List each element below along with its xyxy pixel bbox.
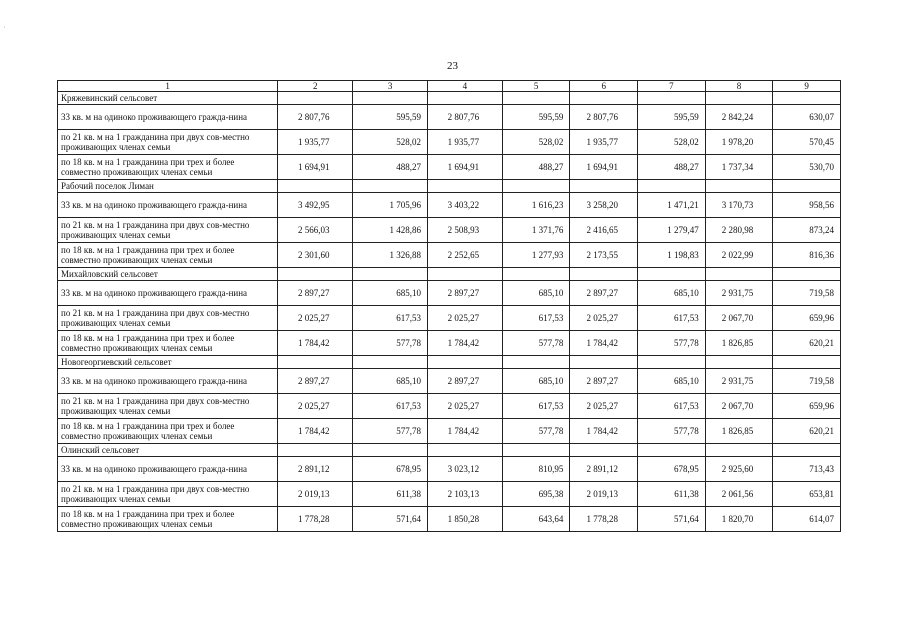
empty-cell bbox=[278, 92, 353, 105]
empty-cell bbox=[773, 356, 841, 369]
table-row bbox=[58, 281, 841, 306]
value-cell: 2 931,75 bbox=[705, 369, 773, 394]
row-label: по 18 кв. м на 1 гражданина при трех и более совместно проживающих членах семьи bbox=[58, 243, 278, 268]
empty-cell bbox=[353, 92, 428, 105]
row-label: 33 кв. м на одиноко проживающего гражда-нина bbox=[58, 193, 278, 218]
value-cell: 577,78 bbox=[353, 331, 428, 356]
value-cell: 1 935,77 bbox=[278, 130, 353, 155]
header-cell: 8 bbox=[705, 81, 773, 92]
header-cell: 2 bbox=[278, 81, 353, 92]
value-cell: 1 820,70 bbox=[705, 507, 773, 532]
value-cell: 685,10 bbox=[353, 369, 428, 394]
value-cell: 611,38 bbox=[638, 482, 706, 507]
value-cell: 2 508,93 bbox=[427, 218, 502, 243]
row-label: по 21 кв. м на 1 гражданина при двух сов-местно проживающих членах семьи bbox=[58, 130, 278, 155]
tariff-table bbox=[57, 80, 841, 532]
empty-cell bbox=[502, 268, 570, 281]
value-cell: 2 897,27 bbox=[427, 369, 502, 394]
row-label: по 21 кв. м на 1 гражданина при двух сов-местно проживающих членах семьи bbox=[58, 218, 278, 243]
empty-cell bbox=[773, 92, 841, 105]
value-cell: 958,56 bbox=[773, 193, 841, 218]
empty-cell bbox=[278, 180, 353, 193]
value-cell: 488,27 bbox=[638, 155, 706, 180]
value-cell: 617,53 bbox=[502, 306, 570, 331]
value-cell: 653,81 bbox=[773, 482, 841, 507]
empty-cell bbox=[427, 268, 502, 281]
value-cell: 617,53 bbox=[353, 394, 428, 419]
value-cell: 2 103,13 bbox=[427, 482, 502, 507]
value-cell: 577,78 bbox=[353, 419, 428, 444]
table-row bbox=[58, 130, 841, 155]
value-cell: 3 023,12 bbox=[427, 457, 502, 482]
group-row bbox=[58, 444, 841, 457]
value-cell: 571,64 bbox=[638, 507, 706, 532]
empty-cell bbox=[427, 444, 502, 457]
value-cell: 2 067,70 bbox=[705, 394, 773, 419]
empty-cell bbox=[353, 180, 428, 193]
value-cell: 1 935,77 bbox=[570, 130, 638, 155]
value-cell: 1 784,42 bbox=[570, 331, 638, 356]
value-cell: 1 784,42 bbox=[427, 331, 502, 356]
header-cell: 1 bbox=[58, 81, 278, 92]
empty-cell bbox=[705, 180, 773, 193]
empty-cell bbox=[502, 356, 570, 369]
value-cell: 570,45 bbox=[773, 130, 841, 155]
value-cell: 2 252,65 bbox=[427, 243, 502, 268]
row-label: 33 кв. м на одиноко проживающего гражда-нина bbox=[58, 281, 278, 306]
header-cell: 4 bbox=[427, 81, 502, 92]
table-row bbox=[58, 243, 841, 268]
value-cell: 617,53 bbox=[502, 394, 570, 419]
corner-mark: ˙ bbox=[3, 25, 6, 34]
value-cell: 530,70 bbox=[773, 155, 841, 180]
value-cell: 1 784,42 bbox=[278, 331, 353, 356]
table-row bbox=[58, 331, 841, 356]
value-cell: 2 807,76 bbox=[427, 105, 502, 130]
table-row bbox=[58, 419, 841, 444]
value-cell: 2 891,12 bbox=[570, 457, 638, 482]
value-cell: 577,78 bbox=[638, 419, 706, 444]
value-cell: 2 025,27 bbox=[570, 306, 638, 331]
value-cell: 2 067,70 bbox=[705, 306, 773, 331]
value-cell: 571,64 bbox=[353, 507, 428, 532]
value-cell: 719,58 bbox=[773, 281, 841, 306]
value-cell: 1 279,47 bbox=[638, 218, 706, 243]
value-cell: 2 280,98 bbox=[705, 218, 773, 243]
header-cell: 3 bbox=[353, 81, 428, 92]
value-cell: 2 897,27 bbox=[427, 281, 502, 306]
table-row bbox=[58, 369, 841, 394]
value-cell: 719,58 bbox=[773, 369, 841, 394]
page-number: 23 bbox=[447, 60, 458, 72]
group-row bbox=[58, 356, 841, 369]
value-cell: 620,21 bbox=[773, 419, 841, 444]
value-cell: 678,95 bbox=[353, 457, 428, 482]
value-cell: 2 897,27 bbox=[278, 369, 353, 394]
table-body bbox=[58, 92, 841, 532]
value-cell: 643,64 bbox=[502, 507, 570, 532]
value-cell: 2 019,13 bbox=[570, 482, 638, 507]
value-cell: 2 931,75 bbox=[705, 281, 773, 306]
value-cell: 528,02 bbox=[638, 130, 706, 155]
table-row bbox=[58, 306, 841, 331]
table-row bbox=[58, 193, 841, 218]
value-cell: 810,95 bbox=[502, 457, 570, 482]
group-name: Михайловский сельсовет bbox=[58, 268, 278, 281]
table-row bbox=[58, 457, 841, 482]
value-cell: 528,02 bbox=[502, 130, 570, 155]
value-cell: 685,10 bbox=[638, 369, 706, 394]
value-cell: 611,38 bbox=[353, 482, 428, 507]
value-cell: 2 301,60 bbox=[278, 243, 353, 268]
empty-cell bbox=[570, 444, 638, 457]
value-cell: 1 428,86 bbox=[353, 218, 428, 243]
value-cell: 617,53 bbox=[638, 394, 706, 419]
empty-cell bbox=[773, 180, 841, 193]
value-cell: 2 897,27 bbox=[570, 369, 638, 394]
empty-cell bbox=[278, 268, 353, 281]
header-row bbox=[58, 81, 841, 92]
value-cell: 1 826,85 bbox=[705, 331, 773, 356]
value-cell: 2 025,27 bbox=[427, 306, 502, 331]
group-name: Кряжевинский сельсовет bbox=[58, 92, 278, 105]
value-cell: 1 850,28 bbox=[427, 507, 502, 532]
value-cell: 2 897,27 bbox=[278, 281, 353, 306]
row-label: по 21 кв. м на 1 гражданина при двух сов-местно проживающих членах семьи bbox=[58, 394, 278, 419]
value-cell: 630,07 bbox=[773, 105, 841, 130]
row-label: по 21 кв. м на 1 гражданина при двух сов-местно проживающих членах семьи bbox=[58, 482, 278, 507]
value-cell: 713,43 bbox=[773, 457, 841, 482]
value-cell: 2 807,76 bbox=[278, 105, 353, 130]
empty-cell bbox=[705, 268, 773, 281]
value-cell: 1 471,21 bbox=[638, 193, 706, 218]
value-cell: 1 935,77 bbox=[427, 130, 502, 155]
value-cell: 2 022,99 bbox=[705, 243, 773, 268]
empty-cell bbox=[278, 356, 353, 369]
empty-cell bbox=[638, 268, 706, 281]
value-cell: 1 778,28 bbox=[570, 507, 638, 532]
value-cell: 1 705,96 bbox=[353, 193, 428, 218]
empty-cell bbox=[502, 180, 570, 193]
value-cell: 695,38 bbox=[502, 482, 570, 507]
value-cell: 2 025,27 bbox=[427, 394, 502, 419]
value-cell: 1 616,23 bbox=[502, 193, 570, 218]
empty-cell bbox=[427, 180, 502, 193]
value-cell: 659,96 bbox=[773, 306, 841, 331]
value-cell: 685,10 bbox=[353, 281, 428, 306]
empty-cell bbox=[570, 356, 638, 369]
row-label: по 18 кв. м на 1 гражданина при трех и более совместно проживающих членах семьи bbox=[58, 419, 278, 444]
value-cell: 816,36 bbox=[773, 243, 841, 268]
empty-cell bbox=[638, 180, 706, 193]
group-row bbox=[58, 268, 841, 281]
value-cell: 1 277,93 bbox=[502, 243, 570, 268]
value-cell: 1 371,76 bbox=[502, 218, 570, 243]
value-cell: 1 826,85 bbox=[705, 419, 773, 444]
row-label: 33 кв. м на одиноко проживающего гражда-нина bbox=[58, 457, 278, 482]
value-cell: 3 258,20 bbox=[570, 193, 638, 218]
group-row bbox=[58, 92, 841, 105]
value-cell: 577,78 bbox=[502, 419, 570, 444]
group-name: Новогеоргиевский сельсовет bbox=[58, 356, 278, 369]
value-cell: 1 784,42 bbox=[427, 419, 502, 444]
value-cell: 617,53 bbox=[353, 306, 428, 331]
value-cell: 1 694,91 bbox=[427, 155, 502, 180]
value-cell: 614,07 bbox=[773, 507, 841, 532]
value-cell: 2 807,76 bbox=[570, 105, 638, 130]
row-label: по 18 кв. м на 1 гражданина при трех и более совместно проживающих членах семьи bbox=[58, 331, 278, 356]
empty-cell bbox=[278, 444, 353, 457]
value-cell: 595,59 bbox=[502, 105, 570, 130]
value-cell: 2 891,12 bbox=[278, 457, 353, 482]
value-cell: 577,78 bbox=[502, 331, 570, 356]
value-cell: 2 416,65 bbox=[570, 218, 638, 243]
value-cell: 3 492,95 bbox=[278, 193, 353, 218]
empty-cell bbox=[773, 444, 841, 457]
empty-cell bbox=[705, 356, 773, 369]
value-cell: 1 198,83 bbox=[638, 243, 706, 268]
value-cell: 577,78 bbox=[638, 331, 706, 356]
group-name: Рабочий поселок Лиман bbox=[58, 180, 278, 193]
empty-cell bbox=[570, 92, 638, 105]
value-cell: 1 784,42 bbox=[570, 419, 638, 444]
value-cell: 2 897,27 bbox=[570, 281, 638, 306]
empty-cell bbox=[705, 92, 773, 105]
value-cell: 2 925,60 bbox=[705, 457, 773, 482]
empty-cell bbox=[638, 92, 706, 105]
table-row bbox=[58, 155, 841, 180]
empty-cell bbox=[570, 268, 638, 281]
value-cell: 678,95 bbox=[638, 457, 706, 482]
value-cell: 1 326,88 bbox=[353, 243, 428, 268]
empty-cell bbox=[638, 444, 706, 457]
table-row bbox=[58, 105, 841, 130]
value-cell: 595,59 bbox=[353, 105, 428, 130]
empty-cell bbox=[638, 356, 706, 369]
header-cell: 7 bbox=[638, 81, 706, 92]
value-cell: 1 694,91 bbox=[570, 155, 638, 180]
value-cell: 3 403,22 bbox=[427, 193, 502, 218]
value-cell: 2 025,27 bbox=[278, 306, 353, 331]
value-cell: 3 170,73 bbox=[705, 193, 773, 218]
value-cell: 617,53 bbox=[638, 306, 706, 331]
table-row bbox=[58, 507, 841, 532]
table-row bbox=[58, 394, 841, 419]
value-cell: 2 842,24 bbox=[705, 105, 773, 130]
value-cell: 595,59 bbox=[638, 105, 706, 130]
header-cell: 5 bbox=[502, 81, 570, 92]
value-cell: 488,27 bbox=[502, 155, 570, 180]
empty-cell bbox=[353, 356, 428, 369]
empty-cell bbox=[427, 356, 502, 369]
empty-cell bbox=[427, 92, 502, 105]
group-name: Олинский сельсовет bbox=[58, 444, 278, 457]
empty-cell bbox=[353, 268, 428, 281]
value-cell: 2 019,13 bbox=[278, 482, 353, 507]
value-cell: 873,24 bbox=[773, 218, 841, 243]
value-cell: 1 737,34 bbox=[705, 155, 773, 180]
table-row bbox=[58, 218, 841, 243]
empty-cell bbox=[502, 92, 570, 105]
empty-cell bbox=[705, 444, 773, 457]
header-cell: 9 bbox=[773, 81, 841, 92]
row-label: по 21 кв. м на 1 гражданина при двух сов-местно проживающих членах семьи bbox=[58, 306, 278, 331]
empty-cell bbox=[773, 268, 841, 281]
value-cell: 659,96 bbox=[773, 394, 841, 419]
group-row bbox=[58, 180, 841, 193]
row-label: 33 кв. м на одиноко проживающего гражда-нина bbox=[58, 369, 278, 394]
table-row bbox=[58, 482, 841, 507]
value-cell: 1 978,20 bbox=[705, 130, 773, 155]
empty-cell bbox=[570, 180, 638, 193]
value-cell: 685,10 bbox=[502, 369, 570, 394]
row-label: по 18 кв. м на 1 гражданина при трех и более совместно проживающих членах семьи bbox=[58, 507, 278, 532]
value-cell: 1 784,42 bbox=[278, 419, 353, 444]
value-cell: 1 694,91 bbox=[278, 155, 353, 180]
row-label: по 18 кв. м на 1 гражданина при трех и более совместно проживающих членах семьи bbox=[58, 155, 278, 180]
value-cell: 620,21 bbox=[773, 331, 841, 356]
value-cell: 2 566,03 bbox=[278, 218, 353, 243]
value-cell: 528,02 bbox=[353, 130, 428, 155]
empty-cell bbox=[353, 444, 428, 457]
value-cell: 1 778,28 bbox=[278, 507, 353, 532]
value-cell: 685,10 bbox=[638, 281, 706, 306]
row-label: 33 кв. м на одиноко проживающего гражда-нина bbox=[58, 105, 278, 130]
value-cell: 2 025,27 bbox=[570, 394, 638, 419]
value-cell: 685,10 bbox=[502, 281, 570, 306]
empty-cell bbox=[502, 444, 570, 457]
value-cell: 2 061,56 bbox=[705, 482, 773, 507]
header-cell: 6 bbox=[570, 81, 638, 92]
value-cell: 2 173,55 bbox=[570, 243, 638, 268]
value-cell: 2 025,27 bbox=[278, 394, 353, 419]
value-cell: 488,27 bbox=[353, 155, 428, 180]
